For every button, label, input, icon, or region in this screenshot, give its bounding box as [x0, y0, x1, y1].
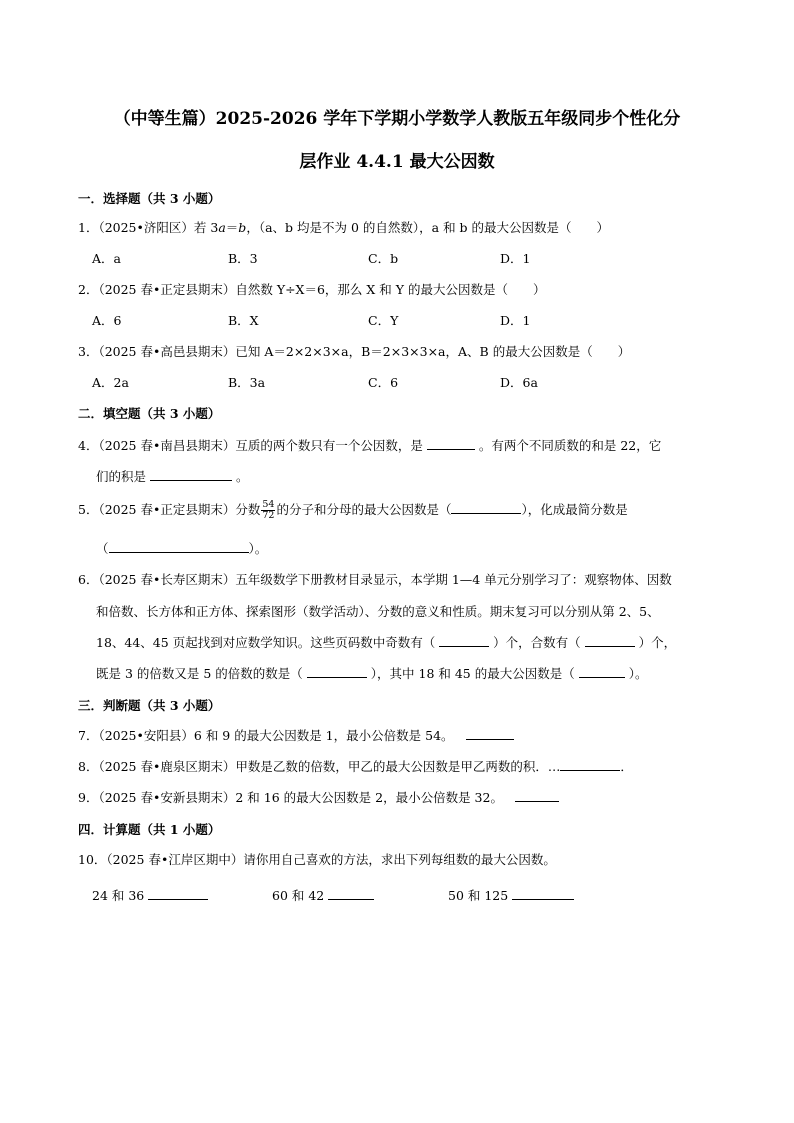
section-heading-fill: 二．填空题（共 3 小题） [78, 406, 221, 421]
q10-item-3-label: 50 和 125 [448, 888, 509, 903]
q1-rest: ，（a、b 均是不为 0 的自然数），a 和 b 的最大公因数是（ ） [246, 220, 610, 235]
q5-text-4: （ [96, 541, 109, 556]
q10-item-1-label: 24 和 36 [92, 888, 145, 903]
q3-option-c[interactable]: C．6 [368, 375, 399, 390]
q2-option-a[interactable]: A．6 [92, 313, 122, 328]
q4-text-3: 们的积是 [96, 469, 147, 484]
q1-eq: ＝ [225, 220, 239, 235]
section-heading-choice: 一．选择题（共 3 小题） [78, 191, 221, 206]
question-3: 3．（2025 春•高邑县期末）已知 A＝2×2×3×a，B＝2×3×3×a，A、B 的最大公因数是（ ） [78, 344, 631, 359]
q10-item-3-blank[interactable] [512, 887, 574, 900]
question-5-line-2 [96, 539, 724, 557]
q8-text: 8．（2025 春•鹿泉区期末）甲数是乙数的倍数，甲乙的最大公因数是甲乙两数的积．… [78, 759, 561, 774]
q9-text: 9．（2025 春•安新县期末）2 和 16 的最大公因数是 2，最小公倍数是 32。 [78, 790, 503, 805]
q5-blank-1[interactable] [451, 501, 521, 514]
q1-option-d[interactable]: D．1 [500, 251, 531, 266]
q4-text-2: 。有两个不同质数的和是 22，它 [478, 438, 662, 453]
q2-option-d[interactable]: D．1 [500, 313, 531, 328]
title-line-2: 层作业 4.4.1 最大公因数 [299, 152, 495, 172]
question-4-line-1 [78, 436, 724, 454]
q1-option-a[interactable]: A．a [92, 251, 121, 266]
q2-option-b[interactable]: B．X [228, 313, 259, 328]
q8-end: ． [620, 759, 633, 774]
q3-option-b[interactable]: B．3a [228, 375, 266, 390]
question-9 [78, 788, 724, 806]
q1-option-b[interactable]: B．3 [228, 251, 258, 266]
q6-text-4b: ），其中 18 和 45 的最大公因数是（ [370, 666, 575, 681]
q4-blank-2[interactable] [150, 468, 232, 481]
q7-text: 7．（2025•安阳县）6 和 9 的最大公因数是 1，最小公倍数是 54。 [78, 728, 454, 743]
q10-item-2 [272, 886, 374, 904]
q1-option-c[interactable]: C．b [368, 251, 399, 266]
q5-text-5: ）。 [248, 541, 268, 556]
q4-blank-1[interactable] [427, 437, 475, 450]
q6-blank-3[interactable] [307, 665, 367, 678]
q5-text-3: ），化成最简分数是 [521, 502, 628, 517]
q8-blank[interactable] [560, 758, 620, 771]
q5-text-1: 5．（2025 春•正定县期末）分数 [78, 502, 261, 517]
q6-text-3c: ）个， [638, 635, 677, 650]
question-7 [78, 726, 724, 744]
q4-text-1: 4．（2025 春•南昌县期末）互质的两个数只有一个公因数，是 [78, 438, 423, 453]
q5-blank-2[interactable] [109, 540, 249, 553]
q4-text-4: 。 [235, 469, 249, 484]
q5-fraction [261, 500, 275, 521]
q5-text-2: 的分子和分母的最大公因数是（ [276, 502, 452, 517]
question-6-line-4 [96, 664, 724, 682]
q10-item-2-label: 60 和 42 [272, 888, 325, 903]
question-2: 2．（2025 春•正定县期末）自然数 Y÷X＝6，那么 X 和 Y 的最大公因数是（ ） [78, 282, 546, 297]
question-8 [78, 757, 724, 775]
question-4-line-2 [96, 467, 724, 485]
title-line-1: （中等生篇）2025-2026 学年下学期小学数学人教版五年级同步个性化分 [113, 109, 681, 129]
q6-blank-2[interactable] [585, 634, 635, 647]
q6-text-4a: 既是 3 的倍数又是 5 的倍数的数是（ [96, 666, 303, 681]
q10-item-3 [448, 886, 574, 904]
q6-text-3a: 18、44、45 页起找到对应数学知识。这些页码数中奇数有（ [96, 635, 436, 650]
q10-item-2-blank[interactable] [328, 887, 374, 900]
q7-blank[interactable] [466, 727, 514, 740]
q5-denominator: 72 [262, 510, 275, 521]
section-heading-judge: 三．判断题（共 3 小题） [78, 698, 221, 713]
q6-text-3b: ）个，合数有（ [493, 635, 581, 650]
q6-text-4c: ）。 [628, 666, 648, 681]
q3-option-d[interactable]: D．6a [500, 375, 538, 390]
q1-var-b: b [238, 220, 247, 235]
q10-item-1 [92, 886, 208, 904]
q2-option-c[interactable]: C．Y [368, 313, 399, 328]
question-1 [78, 218, 724, 236]
q6-blank-4[interactable] [579, 665, 625, 678]
q1-prefix: 1．（2025•济阳区）若 3 [78, 220, 219, 235]
q9-blank[interactable] [515, 789, 559, 802]
question-6-line-2: 和倍数、长方体和正方体、探索图形（数学活动）、分数的意义和性质。期末复习可以分别从第 2、5、 [96, 604, 660, 619]
q5-numerator: 54 [262, 499, 275, 510]
section-heading-calc: 四．计算题（共 1 小题） [78, 822, 221, 837]
question-5-line-1 [78, 500, 724, 521]
q6-blank-1[interactable] [439, 634, 489, 647]
q3-option-a[interactable]: A．2a [92, 375, 129, 390]
q10-item-1-blank[interactable] [148, 887, 208, 900]
question-6-line-3 [96, 633, 724, 651]
question-10: 10．（2025 春•江岸区期中）请你用自己喜欢的方法，求出下列每组数的最大公因数。 [78, 852, 556, 867]
q1-var-a: a [218, 220, 226, 235]
question-6-line-1: 6．（2025 春•长寿区期末）五年级数学下册教材目录显示，本学期 1—4 单元分别学习了：观察物体、因数 [78, 572, 672, 587]
